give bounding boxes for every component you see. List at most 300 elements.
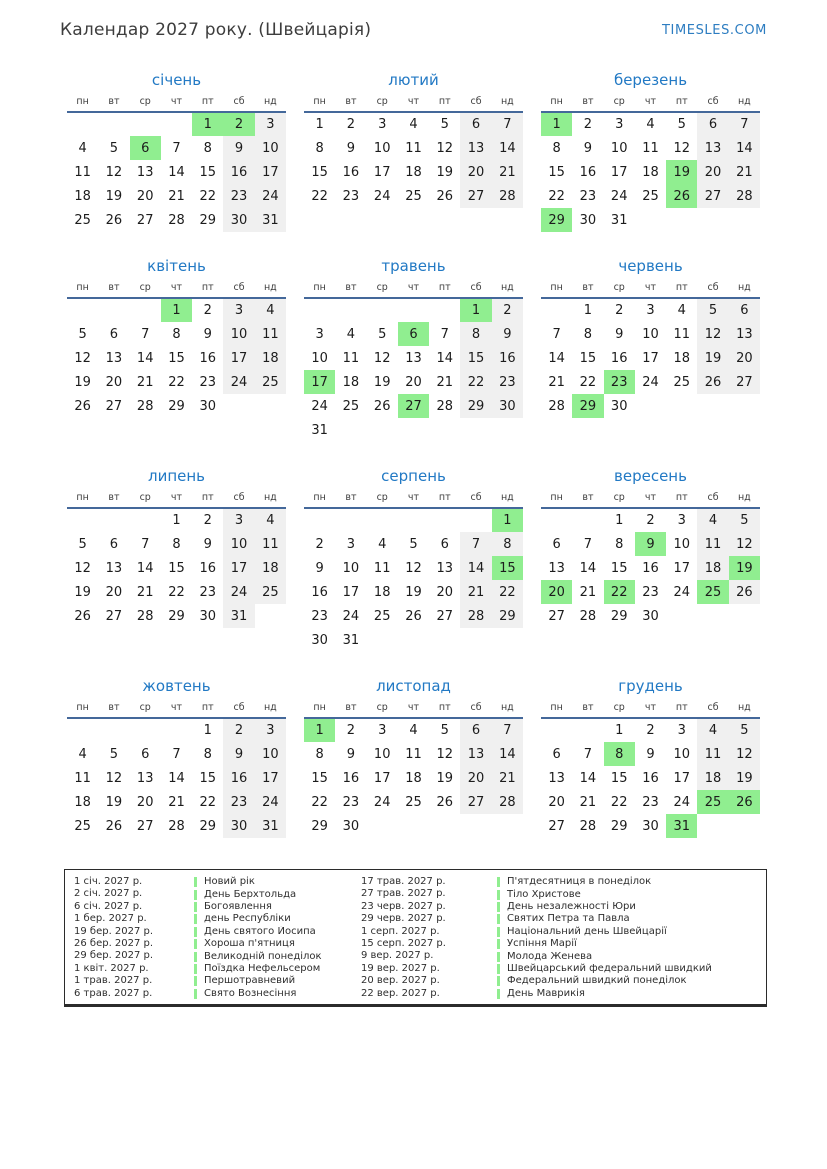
week-row	[67, 556, 286, 580]
weekday-header: ср	[139, 96, 151, 107]
day-cell: 31	[342, 632, 360, 648]
month-title: травень	[381, 257, 446, 275]
day-cell: 10	[311, 350, 328, 366]
day-cell: 17	[223, 556, 254, 580]
weekday-header: ср	[376, 492, 388, 503]
day-cell: 9	[583, 140, 593, 156]
day-cell: 27	[729, 370, 760, 394]
weekday-header-row	[541, 92, 760, 112]
weekday-header: нд	[500, 492, 514, 503]
day-cell: 15	[460, 346, 491, 370]
day-cell: 28	[436, 398, 454, 414]
day-cell: 22	[311, 794, 328, 810]
day-cell: 30	[199, 608, 217, 624]
weekday-header: пн	[76, 282, 89, 293]
day-cell: 16	[342, 770, 360, 786]
legend-date: 19 бер. 2027 р.	[74, 925, 154, 937]
day-cell: 24	[673, 584, 691, 600]
empty-cell	[729, 394, 760, 418]
day-cell: 2	[223, 718, 254, 742]
day-cell: 14	[168, 770, 185, 786]
day-cell: 29	[199, 818, 217, 834]
day-cell: 12	[729, 742, 760, 766]
day-cell: 18	[673, 350, 691, 366]
day-cell: 25	[697, 790, 728, 814]
day-cell: 18	[697, 766, 728, 790]
weekday-header: пт	[438, 492, 451, 503]
day-cell: 7	[552, 326, 561, 342]
day-cell: 2	[203, 303, 212, 318]
day-cell: 27	[136, 818, 154, 834]
empty-cell	[429, 298, 460, 322]
day-cell: 25	[342, 398, 360, 414]
weekday-header: чт	[170, 96, 183, 107]
day-cell: 14	[492, 136, 523, 160]
week-row	[304, 394, 523, 418]
day-cell: 16	[642, 770, 659, 786]
week-row	[304, 508, 523, 532]
day-cell: 5	[697, 298, 728, 322]
day-cell: 19	[405, 584, 422, 600]
week-row	[541, 136, 760, 160]
day-cell: 20	[697, 160, 728, 184]
empty-cell	[367, 628, 398, 652]
day-cell: 8	[172, 536, 181, 552]
site-link[interactable]: TIMESLES.COM	[661, 23, 767, 38]
legend-date: 29 бер. 2027 р.	[74, 950, 154, 962]
week-row	[304, 136, 523, 160]
day-cell: 14	[579, 560, 597, 576]
day-cell: 23	[579, 188, 597, 204]
day-cell: 23	[223, 184, 254, 208]
week-row	[304, 580, 523, 604]
holiday-marker-icon	[194, 976, 197, 986]
weekday-header: сб	[233, 282, 245, 293]
day-cell: 23	[342, 188, 360, 204]
weekday-header: чт	[644, 492, 657, 503]
empty-cell	[223, 394, 254, 418]
day-cell: 10	[255, 136, 286, 160]
day-cell: 26	[729, 580, 760, 604]
day-cell: 11	[697, 532, 728, 556]
week-row	[304, 718, 523, 742]
day-cell: 27	[460, 790, 491, 814]
day-cell: 30	[311, 632, 328, 648]
day-cell: 11	[373, 560, 391, 576]
day-cell: 6	[729, 298, 760, 322]
month-grid	[541, 92, 760, 232]
day-cell: 6	[460, 718, 491, 742]
day-cell: 29	[610, 608, 628, 624]
day-cell: 6	[440, 536, 449, 552]
day-cell: 26	[405, 608, 422, 624]
week-row	[67, 580, 286, 604]
day-cell: 8	[460, 322, 491, 346]
weekday-header: пт	[438, 96, 451, 107]
day-cell: 17	[673, 560, 691, 576]
day-cell: 29	[168, 398, 185, 414]
month-grid	[541, 698, 760, 838]
empty-cell	[161, 718, 192, 742]
day-cell: 4	[697, 508, 728, 532]
day-cell: 17	[673, 770, 691, 786]
day-cell: 5	[409, 536, 418, 552]
day-cell: 16	[223, 766, 254, 790]
day-cell: 19	[373, 374, 391, 390]
holiday-marker-icon	[497, 952, 500, 962]
weekday-header: ср	[613, 96, 625, 107]
week-row	[541, 208, 760, 232]
day-cell: 27	[136, 212, 154, 228]
day-cell: 19	[729, 556, 760, 580]
legend-holiday-label: Молода Женева	[507, 950, 593, 962]
legend-date: 1 квіт. 2027 р.	[74, 962, 149, 974]
empty-cell	[429, 508, 460, 532]
week-row	[67, 112, 286, 136]
day-cell: 19	[697, 346, 728, 370]
day-cell: 2	[492, 298, 523, 322]
day-cell: 6	[130, 136, 161, 160]
weekday-header: нд	[737, 702, 751, 713]
day-cell: 15	[168, 560, 185, 576]
empty-cell	[666, 604, 697, 628]
day-cell: 2	[346, 723, 356, 738]
day-cell: 13	[697, 136, 728, 160]
day-cell: 15	[579, 350, 597, 366]
day-cell: 28	[168, 818, 185, 834]
day-cell: 12	[373, 350, 391, 366]
day-cell: 8	[203, 140, 212, 156]
day-cell: 18	[373, 584, 391, 600]
holiday-marker-icon	[194, 952, 197, 962]
weekday-header: чт	[407, 702, 420, 713]
legend-date: 27 трав. 2027 р.	[361, 888, 446, 900]
day-cell: 22	[168, 374, 185, 390]
day-cell: 29	[610, 818, 628, 834]
day-cell: 19	[74, 374, 91, 390]
day-cell: 16	[642, 560, 659, 576]
month-grid	[67, 488, 286, 628]
day-cell: 23	[604, 370, 635, 394]
weekday-header: пт	[675, 492, 688, 503]
empty-cell	[255, 394, 286, 418]
day-cell: 20	[136, 794, 154, 810]
day-cell: 10	[373, 746, 391, 762]
weekday-header: пт	[201, 702, 214, 713]
day-cell: 17	[373, 770, 391, 786]
day-cell: 1	[541, 112, 572, 136]
day-cell: 13	[460, 136, 491, 160]
day-cell: 16	[610, 350, 628, 366]
legend-holiday-name	[194, 963, 361, 975]
empty-cell	[398, 814, 429, 838]
empty-cell	[572, 508, 603, 532]
empty-cell	[429, 418, 460, 442]
day-cell: 16	[223, 160, 254, 184]
day-cell: 21	[729, 160, 760, 184]
empty-cell	[367, 814, 398, 838]
day-cell: 10	[610, 140, 628, 156]
day-cell: 18	[74, 188, 91, 204]
day-cell: 15	[199, 164, 217, 180]
day-cell: 7	[172, 140, 181, 156]
day-cell: 5	[109, 140, 119, 156]
legend-date: 6 трав. 2027 р.	[74, 987, 153, 999]
day-cell: 17	[342, 584, 360, 600]
day-cell: 18	[74, 794, 91, 810]
day-cell: 28	[579, 608, 597, 624]
day-cell: 2	[346, 117, 356, 132]
day-cell: 15	[311, 770, 328, 786]
day-cell: 26	[666, 184, 697, 208]
weekday-header: ср	[376, 282, 388, 293]
day-cell: 3	[315, 326, 324, 342]
day-cell: 8	[615, 536, 624, 552]
day-cell: 23	[311, 608, 328, 624]
day-cell: 30	[579, 212, 597, 228]
month-title: червень	[618, 257, 683, 275]
day-cell: 25	[697, 580, 728, 604]
legend-date: 17 трав. 2027 р.	[361, 876, 446, 887]
weekday-header: пн	[550, 702, 563, 713]
day-cell: 15	[311, 164, 328, 180]
week-row	[541, 790, 760, 814]
day-cell: 11	[697, 742, 728, 766]
weekday-header: сб	[470, 282, 482, 293]
legend-holiday-label: Першотравневий	[204, 975, 296, 987]
day-cell: 26	[373, 398, 391, 414]
legend-holiday-label: Святих Петра та Павла	[507, 913, 630, 925]
empty-cell	[304, 298, 335, 322]
month-title: липень	[147, 467, 206, 485]
week-row	[304, 346, 523, 370]
week-row	[541, 556, 760, 580]
week-row	[304, 790, 523, 814]
weekday-header: ср	[613, 492, 625, 503]
weekday-header: пт	[438, 702, 451, 713]
month-september	[541, 466, 760, 628]
weekday-header: вт	[582, 96, 594, 107]
day-cell: 26	[436, 188, 454, 204]
weekday-header: нд	[737, 96, 751, 107]
week-row	[541, 346, 760, 370]
day-cell: 16	[311, 584, 328, 600]
day-cell: 20	[136, 188, 154, 204]
legend-holiday-label: день Республіки	[204, 913, 291, 925]
day-cell: 18	[405, 164, 422, 180]
day-cell: 8	[583, 326, 593, 342]
day-cell: 8	[552, 140, 561, 156]
weekday-header: пн	[550, 282, 563, 293]
day-cell: 9	[646, 746, 655, 762]
weekday-header-row	[304, 278, 523, 298]
weekday-header: сб	[233, 96, 245, 107]
day-cell: 2	[646, 723, 655, 738]
legend-grid	[74, 876, 766, 1000]
day-cell: 14	[168, 164, 185, 180]
day-cell: 15	[199, 770, 217, 786]
weekday-header: пт	[201, 96, 214, 107]
day-cell: 17	[642, 350, 659, 366]
legend-date: 1 серп. 2027 р.	[361, 925, 440, 937]
day-cell: 26	[436, 794, 454, 810]
weekday-header: нд	[500, 282, 514, 293]
empty-cell	[697, 604, 728, 628]
legend-holiday-label: Швейцарський федеральний швидкий	[507, 962, 712, 974]
weekday-header: чт	[407, 492, 420, 503]
day-cell: 21	[579, 584, 597, 600]
day-cell: 10	[673, 536, 691, 552]
weekday-header: пн	[313, 96, 326, 107]
month-march	[541, 70, 760, 232]
day-cell: 11	[673, 326, 691, 342]
day-cell: 28	[579, 818, 597, 834]
day-cell: 7	[583, 536, 593, 552]
week-row	[67, 208, 286, 232]
day-cell: 12	[673, 140, 691, 156]
day-cell: 20	[729, 346, 760, 370]
day-cell: 19	[74, 584, 91, 600]
day-cell: 11	[74, 770, 91, 786]
day-cell: 10	[255, 742, 286, 766]
legend-holiday-label: День святого Йосипа	[204, 925, 316, 937]
empty-cell	[666, 394, 697, 418]
empty-cell	[429, 814, 460, 838]
day-cell: 20	[541, 580, 572, 604]
legend-date: 6 січ. 2027 р.	[74, 900, 143, 912]
day-cell: 25	[405, 794, 422, 810]
months-grid	[67, 70, 760, 838]
weekday-header: вт	[108, 96, 120, 107]
day-cell: 18	[405, 770, 422, 786]
weekday-header: пт	[675, 282, 688, 293]
weekday-header: нд	[263, 282, 277, 293]
day-cell: 26	[697, 370, 728, 394]
month-grid	[541, 488, 760, 628]
day-cell: 14	[460, 556, 491, 580]
day-cell: 3	[646, 303, 655, 318]
weekday-header: пн	[550, 96, 563, 107]
empty-cell	[398, 628, 429, 652]
day-cell: 4	[255, 298, 286, 322]
day-cell: 22	[548, 188, 565, 204]
empty-cell	[161, 112, 192, 136]
empty-cell	[130, 298, 161, 322]
empty-cell	[666, 208, 697, 232]
day-cell: 27	[105, 398, 123, 414]
day-cell: 31	[610, 212, 628, 228]
weekday-header: вт	[582, 492, 594, 503]
week-row	[304, 742, 523, 766]
weekday-header: вт	[582, 282, 594, 293]
month-title: лютий	[388, 71, 439, 89]
day-cell: 13	[548, 770, 565, 786]
day-cell: 21	[492, 766, 523, 790]
day-cell: 2	[223, 112, 254, 136]
day-cell: 30	[223, 814, 254, 838]
day-cell: 22	[492, 580, 523, 604]
day-cell: 17	[304, 370, 335, 394]
empty-cell	[697, 208, 728, 232]
day-cell: 1	[492, 508, 523, 532]
day-cell: 23	[492, 370, 523, 394]
legend-holiday-name	[497, 913, 766, 925]
day-cell: 7	[172, 746, 181, 762]
day-cell: 22	[168, 584, 185, 600]
week-row	[541, 718, 760, 742]
weekday-header: вт	[108, 282, 120, 293]
day-cell: 20	[548, 794, 565, 810]
day-cell: 28	[168, 212, 185, 228]
day-cell: 27	[548, 818, 565, 834]
empty-cell	[460, 628, 491, 652]
day-cell: 16	[579, 164, 597, 180]
day-cell: 17	[610, 164, 628, 180]
empty-cell	[398, 298, 429, 322]
empty-cell	[697, 394, 728, 418]
month-november	[304, 676, 523, 838]
weekday-header-row	[304, 92, 523, 112]
day-cell: 21	[460, 580, 491, 604]
empty-cell	[304, 508, 335, 532]
day-cell: 16	[199, 560, 217, 576]
empty-cell	[460, 418, 491, 442]
day-cell: 11	[255, 322, 286, 346]
day-cell: 13	[436, 560, 454, 576]
day-cell: 24	[673, 794, 691, 810]
empty-cell	[98, 298, 129, 322]
empty-cell	[729, 814, 760, 838]
day-cell: 3	[615, 117, 624, 132]
weekday-header-row	[304, 698, 523, 718]
month-title: березень	[613, 71, 688, 89]
day-cell: 22	[199, 794, 217, 810]
legend-holiday-name	[497, 901, 766, 913]
day-cell: 6	[697, 112, 728, 136]
month-july	[67, 466, 286, 628]
legend-date: 2 січ. 2027 р.	[74, 888, 143, 900]
week-row	[541, 184, 760, 208]
day-cell: 22	[199, 188, 217, 204]
weekday-header: чт	[407, 282, 420, 293]
weekday-header: чт	[170, 492, 183, 503]
month-june	[541, 256, 760, 418]
day-cell: 14	[492, 742, 523, 766]
week-row	[304, 814, 523, 838]
week-row	[304, 628, 523, 652]
day-cell: 30	[642, 608, 659, 624]
week-row	[541, 766, 760, 790]
day-cell: 7	[141, 326, 150, 342]
legend-holiday-name	[497, 938, 766, 950]
day-cell: 12	[697, 322, 728, 346]
legend-holiday-label: Поїздка Нефельсером	[204, 962, 321, 974]
day-cell: 18	[255, 346, 286, 370]
empty-cell	[429, 628, 460, 652]
day-cell: 7	[492, 112, 523, 136]
weekday-header: пн	[76, 702, 89, 713]
legend-holiday-label: День Маврикія	[507, 987, 585, 999]
weekday-header: вт	[345, 282, 357, 293]
empty-cell	[130, 112, 161, 136]
day-cell: 23	[199, 374, 217, 390]
weekday-header: чт	[644, 282, 657, 293]
holiday-marker-icon	[194, 902, 197, 912]
legend-holiday-name	[194, 901, 361, 913]
day-cell: 28	[492, 790, 523, 814]
day-cell: 31	[255, 208, 286, 232]
legend-holiday-name	[194, 876, 361, 888]
